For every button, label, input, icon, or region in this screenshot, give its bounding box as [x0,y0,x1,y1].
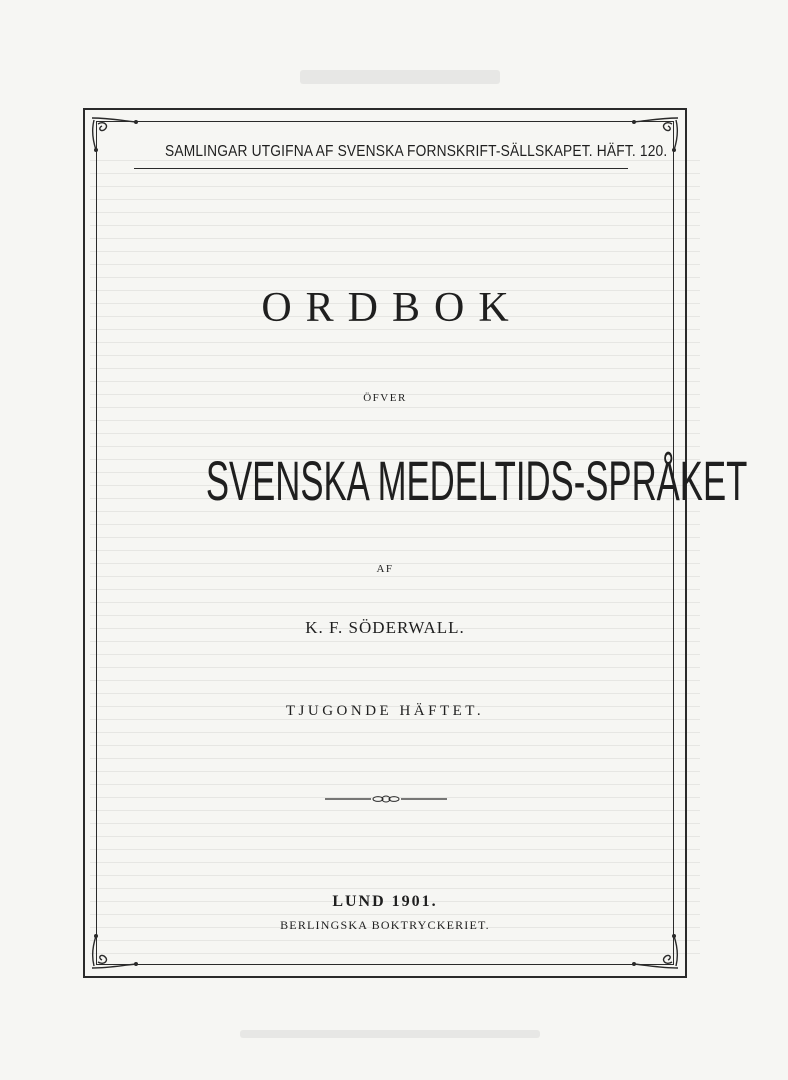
printer-name: BERLINGSKA BOKTRYCKERIET. [280,918,490,932]
scroll-flourish-icon [88,932,140,972]
issue-number: TJUGONDE HÄFTET. [285,703,485,719]
over-line: ÖFVER [363,392,407,404]
scroll-flourish-icon [630,932,682,972]
bleed-through-footer [240,1030,540,1038]
series-line: SAMLINGAR UTGIFNA AF SVENSKA FORNSKRIFT-SÄLLSKAPET. HÄFT. 120. [165,143,668,160]
inner-border [96,121,748,965]
place-year: LUND 1901. [332,893,438,910]
author-name: K. F. SÖDERWALL. [305,618,465,637]
bleed-through-heading [300,70,500,84]
typographic-rule-ornament [325,792,447,806]
by-line: AF [376,563,394,575]
page-title: ORDBOK [261,285,523,331]
series-rule [134,168,628,169]
subject-title: SVENSKA MEDELTIDS-SPRÅKET [205,449,748,512]
scroll-flourish-icon [88,114,140,154]
